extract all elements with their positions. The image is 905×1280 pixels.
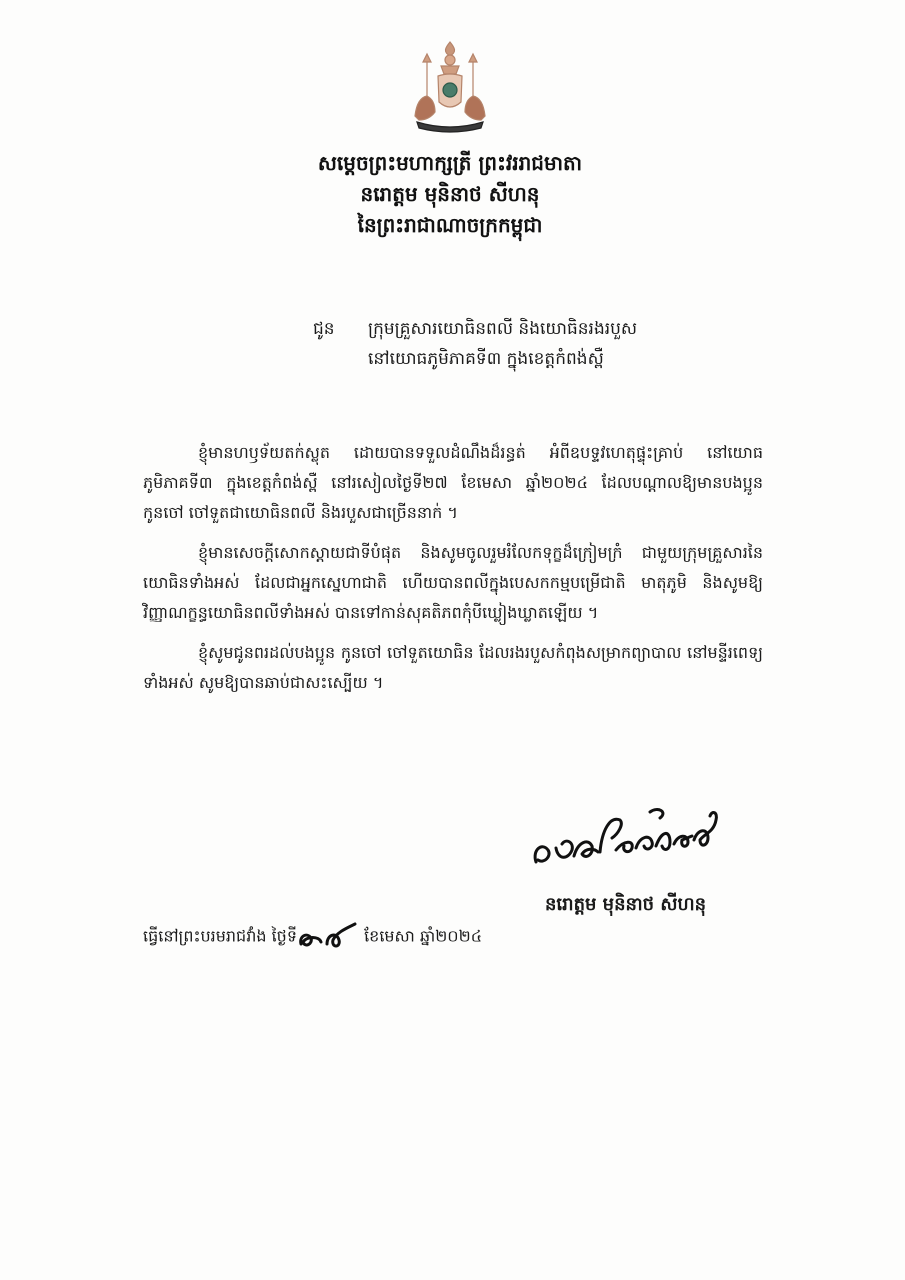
recipient-line2: នៅយោធភូមិភាគទី៣ ក្នុងខេត្តកំពង់ស្ពឺ [368,349,604,369]
handwritten-signature-icon [528,790,728,880]
body-paragraph-1: ខ្ញុំមានហឫទ័យតក់ស្លុត ដោយបានទទួលដំណឹងដ៏រន្ធត់ អំពីឧបទ្ទវហេតុផ្ទុះគ្រាប់ នៅយោធភូមិភាគទី៣ ក្នុងខេត្តកំពង់ស្ពឺ នៅរសៀលថ្ងៃទី២៧ ខែមេសា ឆ្នាំ២០២៤ ដែលបណ្តាលឱ្យមានបងប្អូន កូនចៅ ចៅទួតជាយោធិនពលី និងរបួសជាច្រើននាក់ ។ [143,443,763,522]
signer-name: នរោត្តម មុនិនាថ សីហនុ [545,894,707,915]
body-paragraph-3: ខ្ញុំសូមជូនពរដល់បងប្អូន កូនចៅ ចៅទួតយោធិន ដែលរងរបួសកំពុងសម្រាកព្យាបាល នៅមន្ទីរពេទ្យទាំងអស់ សូមឱ្យបានឆាប់ជាសះស្បើយ ។ [143,643,763,692]
recipient-line1: ក្រុមគ្រួសារយោធិនពលី និងយោធិនរងរបួស [368,319,638,339]
letterhead-title-line2: នរោត្តម មុនិនាថ សីហនុ [360,182,540,206]
date-line [143,922,623,952]
date-prefix: ធ្វើនៅព្រះបរមរាជវាំង ថ្ងៃទី [143,926,297,946]
letterhead-title-line1: សម្តេចព្រះមហាក្សត្រី ព្រះវររាជមាតា [317,151,583,175]
recipient-label: ជូន [313,319,335,339]
letter-body [143,438,763,708]
letterhead [280,148,620,241]
date-suffix: ខែមេសា ឆ្នាំ២០២៤ [359,926,483,946]
letterhead-title-line3: នៃព្រះរាជាណាចក្រកម្ពុជា [357,213,543,237]
royal-emblem-icon [405,40,495,135]
handwritten-day-icon [297,922,359,952]
body-paragraph-2: ខ្ញុំមានសេចក្តីសោកស្តាយជាទីបំផុត និងសូមចូលរួមរំលែកទុក្ខដ៏ក្រៀមក្រំ ជាមួយក្រុមគ្រួសារនៃយោធិនទាំងអស់ ដែលជាអ្នកស្នេហាជាតិ ហើយបានពលីក្នុងបេសកកម្មបម្រើជាតិ មាតុភូមិ និងសូមឱ្យវិញ្ញាណក្ខន្ធយោធិនពលីទាំងអស់ បានទៅកាន់សុគតិភពកុំបីឃ្លៀងឃ្លាតឡើយ ។ [143,543,763,622]
